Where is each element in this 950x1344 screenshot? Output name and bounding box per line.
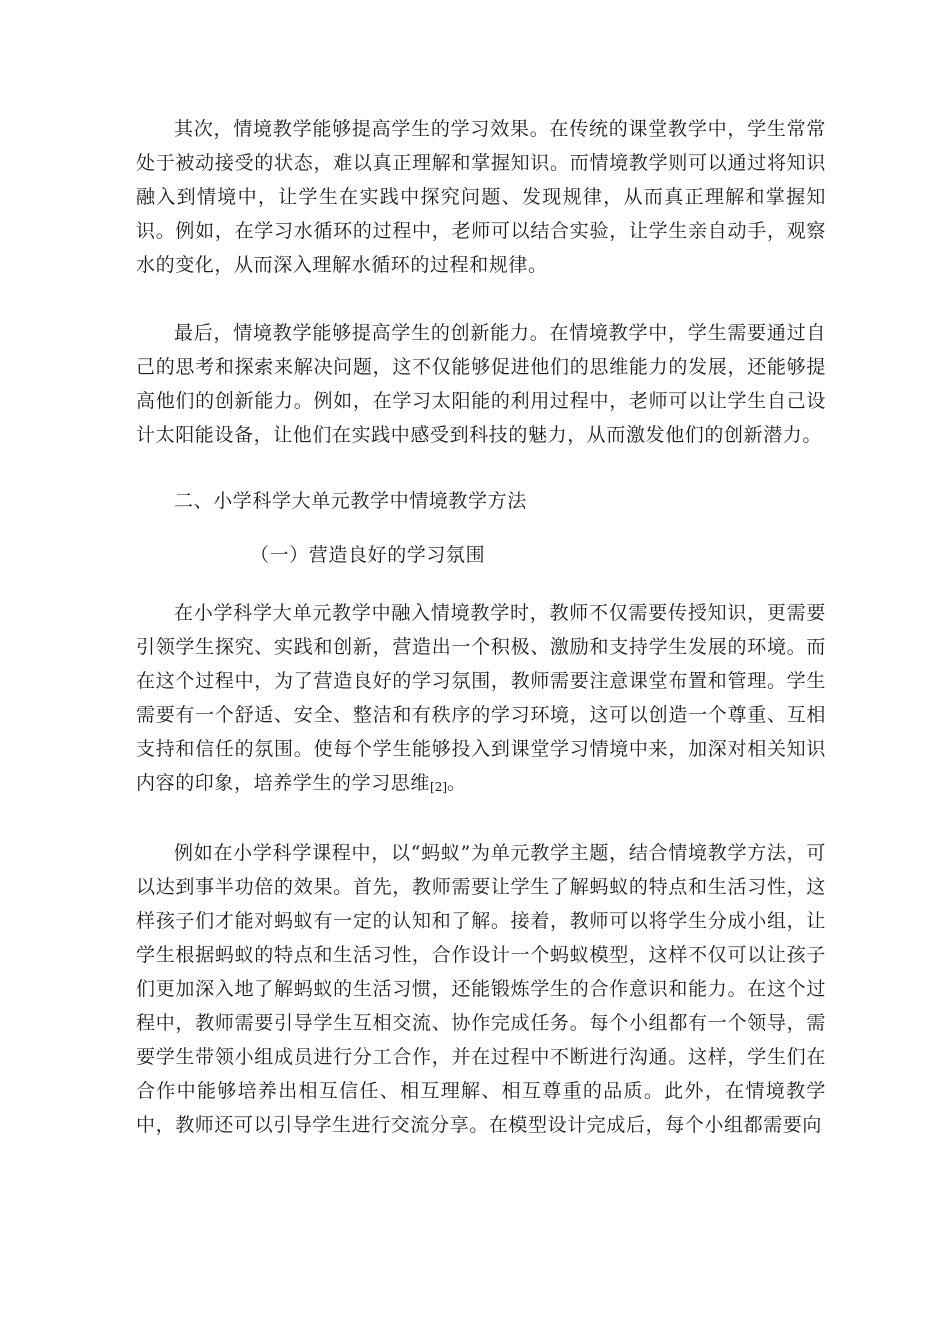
section-heading: 二、小学科学大单元教学中情境教学方法 [174,490,527,512]
citation-marker: [2] [430,780,448,794]
paragraph-learning-effect: 其次，情境教学能够提高学生的学习效果。在传统的课堂教学中，学生常常处于被动接受的状态，难以真正理解和掌握知识。而情境教学则可以通过将知识融入到情境中，让学生在实践中探究问题、发现规律，从而真正理解和掌握知识。例如，在学习水循环的过程中，老师可以结合实验，让学生亲自动手，观察水的变化，从而深入理解水循环的过程和规律。 [136,118,826,276]
paragraph-ant-example: 例如在小学科学课程中，以“蚂蚁”为单元教学主题，结合情境教学方法，可以达到事半功倍的效果。首先，教师需要让学生了解蚂蚁的特点和生活习性，这样孩子们才能对蚂蚁有一定的认知和了解。接着，教师可以将学生分成小组，让学生根据蚂蚁的特点和生活习性，合作设计一个蚂蚁模型，这样不仅可以让孩子们更加深入地了解蚂蚁的生活习惯，还能锻炼学生的合作意识和能力。在这个过程中，教师需要引导学生互相交流、协作完成任务。每个小组都有一个领导，需要学生带领小组成员进行分工合作，并在过程中不断进行沟通。这样，学生们在合作中能够培养出相互信任、相互理解、相互尊重的品质。此外，在情境教学中，教师还可以引导学生进行交流分享。在模型设计完成后，每个小组都需要向 [136,842,826,1136]
paragraph-innovation-ability: 最后，情境教学能够提高学生的创新能力。在情境教学中，学生需要通过自己的思考和探索来解决问题，这不仅能够促进他们的思维能力的发展，还能够提高他们的创新能力。例如，在学习太阳能的利用过程中，老师可以让学生自己设计太阳能设备，让他们在实践中感受到科技的魅力，从而激发他们的创新潜力。 [136,322,826,446]
subsection-heading: （一）营造良好的学习氛围 [250,544,486,566]
paragraph-learning-atmosphere [136,596,826,804]
paragraph-text: 在小学科学大单元教学中融入情境教学时，教师不仅需要传授知识，更需要引领学生探究、实践和创新，营造出一个积极、激励和支持学生发展的环境。而在这个过程中，为了营造良好的学习氛围，教师需要注意课堂布置和管理。学生需要有一个舒适、安全、整洁和有秩序的学习环境，这可以创造一个尊重、互相支持和信任的氛围。使每个学生能够投入到课堂学习情境中来，加深对相关知识内容的印象，培养学生的学习思维 [136,602,826,794]
paragraph-end-punctuation: 。 [447,772,467,794]
